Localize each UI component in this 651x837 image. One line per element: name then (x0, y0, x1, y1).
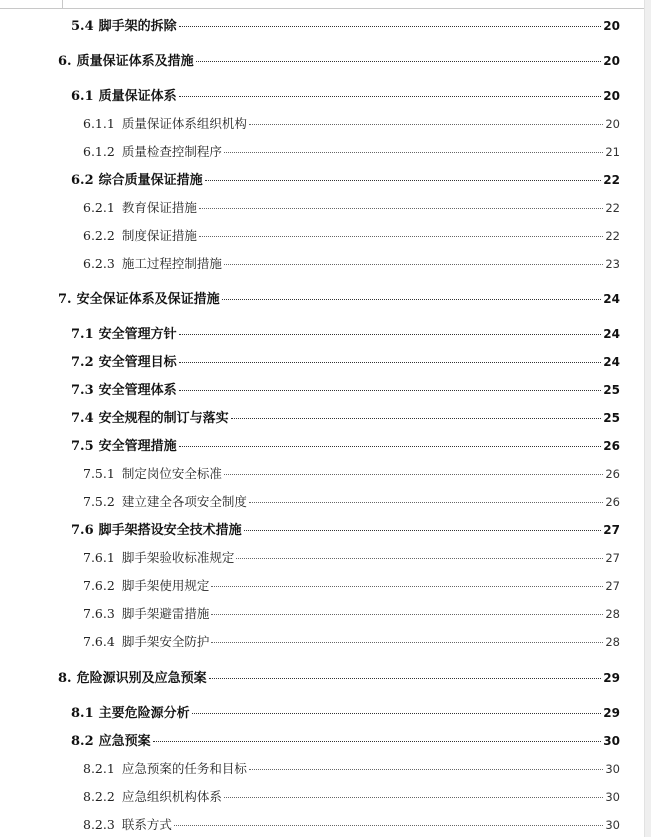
toc-page-number: 27 (603, 523, 620, 537)
toc-leader (179, 362, 602, 363)
toc-title: 质量保证体系及措施 (76, 54, 194, 69)
toc-title: 脚手架搭设安全技术措施 (98, 523, 242, 538)
page-margin-marker-left (62, 0, 63, 8)
toc-number: 8.2.1 (83, 761, 115, 776)
toc-leader (249, 769, 604, 770)
toc-number: 7.6 (71, 523, 94, 538)
toc-number: 7.6.4 (83, 634, 115, 649)
toc-number: 7. (58, 292, 72, 307)
toc-entry[interactable] (83, 256, 620, 272)
toc-leader (179, 26, 602, 27)
toc-page-number: 30 (605, 818, 620, 832)
toc-entry[interactable] (83, 228, 620, 244)
toc-entry[interactable] (71, 172, 620, 189)
toc-number: 8.1 (71, 706, 94, 721)
toc-number: 6.2 (71, 173, 94, 188)
toc-number: 6.2.2 (83, 228, 115, 243)
toc-page-number: 26 (605, 495, 620, 509)
toc-number: 8.2.2 (83, 789, 115, 804)
toc-entry[interactable] (71, 88, 620, 105)
toc-leader (174, 825, 604, 826)
toc-page-number: 20 (605, 117, 620, 131)
toc-page-number: 24 (603, 292, 620, 306)
toc-leader (211, 586, 603, 587)
toc-leader (224, 264, 604, 265)
toc-leader (231, 418, 602, 419)
toc-title: 应急预案的任务和目标 (121, 761, 247, 776)
toc-leader (153, 741, 602, 742)
toc-number: 7.6.1 (83, 550, 115, 565)
toc-page-number: 22 (605, 201, 620, 215)
toc-leader (196, 61, 602, 62)
toc-entry[interactable] (83, 144, 620, 160)
toc-number: 7.6.2 (83, 578, 115, 593)
toc-title: 安全规程的制订与落实 (98, 411, 229, 426)
toc-entry[interactable] (83, 634, 620, 650)
toc-number: 6.2.3 (83, 256, 115, 271)
toc-title: 质量保证体系组织机构 (121, 116, 247, 131)
toc-number: 7.1 (71, 327, 94, 342)
toc-page-number: 21 (605, 145, 620, 159)
toc-page-number: 27 (605, 579, 620, 593)
toc-entry[interactable] (71, 522, 620, 539)
toc-entry[interactable] (83, 466, 620, 482)
toc-number: 7.2 (71, 355, 94, 370)
toc-entry[interactable] (58, 53, 620, 70)
toc-entry[interactable] (83, 761, 620, 777)
toc-title: 脚手架验收标准规定 (121, 550, 235, 565)
toc-title: 安全管理方针 (98, 327, 177, 342)
toc-leader (179, 334, 602, 335)
toc-number: 7.4 (71, 411, 94, 426)
toc-number: 8.2 (71, 734, 94, 749)
toc-title: 脚手架的拆除 (98, 19, 177, 34)
toc-number: 6.1.1 (83, 116, 115, 131)
page-right-edge (644, 0, 651, 837)
toc-page-number: 30 (605, 790, 620, 804)
toc-number: 8.2.3 (83, 817, 115, 832)
toc-entry[interactable] (83, 116, 620, 132)
toc-title: 应急组织机构体系 (121, 789, 222, 804)
toc-entry[interactable] (83, 550, 620, 566)
toc-leader (224, 797, 604, 798)
toc-entry[interactable] (83, 789, 620, 805)
toc-page-number: 27 (605, 551, 620, 565)
toc-page-number: 25 (603, 411, 620, 425)
toc-title: 危险源识别及应急预案 (76, 671, 207, 686)
toc-number: 7.5 (71, 439, 94, 454)
toc-page-number: 23 (605, 257, 620, 271)
toc-title: 脚手架使用规定 (121, 578, 210, 593)
toc-page-number: 30 (605, 762, 620, 776)
toc-leader (199, 236, 604, 237)
toc-page-number: 29 (603, 671, 620, 685)
toc-number: 7.6.3 (83, 606, 115, 621)
toc-number: 6.2.1 (83, 200, 115, 215)
toc-title: 安全管理措施 (98, 439, 177, 454)
toc-leader (211, 642, 603, 643)
toc-title: 安全管理体系 (98, 383, 177, 398)
toc-leader (224, 152, 604, 153)
page-margin-marker-top (0, 8, 651, 9)
toc-title: 安全管理目标 (98, 355, 177, 370)
toc-page-number: 28 (605, 607, 620, 621)
toc-title: 综合质量保证措施 (98, 173, 203, 188)
toc-leader (249, 502, 604, 503)
toc-page-number: 24 (603, 355, 620, 369)
toc-leader (224, 474, 604, 475)
toc-leader (222, 299, 602, 300)
toc-number: 7.5.1 (83, 466, 115, 481)
toc-page-number: 22 (603, 173, 620, 187)
toc-page-number: 28 (605, 635, 620, 649)
toc-entry[interactable] (71, 326, 620, 343)
toc-page-number: 22 (605, 229, 620, 243)
toc-page-number: 24 (603, 327, 620, 341)
toc-entry[interactable] (71, 410, 620, 427)
toc-title: 应急预案 (98, 734, 151, 749)
toc-leader (179, 446, 602, 447)
toc-leader (192, 713, 602, 714)
toc-number: 6.1 (71, 89, 94, 104)
toc-leader (179, 96, 602, 97)
toc-title: 制度保证措施 (121, 228, 197, 243)
toc-title: 教育保证措施 (121, 200, 197, 215)
toc-page-number: 30 (603, 734, 620, 748)
toc-entry[interactable] (71, 18, 620, 35)
toc-page-number: 26 (605, 467, 620, 481)
toc-number: 7.5.2 (83, 494, 115, 509)
toc-title: 联系方式 (121, 817, 172, 832)
toc-page-number: 20 (603, 19, 620, 33)
toc-number: 5.4 (71, 19, 94, 34)
toc-entry[interactable] (83, 606, 620, 622)
toc-leader (205, 180, 602, 181)
toc-page-number: 25 (603, 383, 620, 397)
toc-page-number: 20 (603, 89, 620, 103)
toc-title: 施工过程控制措施 (121, 256, 222, 271)
toc-title: 质量保证体系 (98, 89, 177, 104)
toc-page-number: 29 (603, 706, 620, 720)
toc-entry[interactable] (83, 200, 620, 216)
toc-title: 主要危险源分析 (98, 706, 190, 721)
toc-page-number: 26 (603, 439, 620, 453)
toc-leader (211, 614, 603, 615)
toc-entry[interactable] (58, 670, 620, 687)
toc-entry[interactable] (71, 354, 620, 371)
toc-entry[interactable] (58, 291, 620, 308)
toc-entry[interactable] (83, 494, 620, 510)
toc-leader (179, 390, 602, 391)
toc-number: 7.3 (71, 383, 94, 398)
toc-leader (209, 678, 602, 679)
toc-number: 8. (58, 671, 72, 686)
toc-entry[interactable] (71, 705, 620, 722)
toc-title: 制定岗位安全标准 (121, 466, 222, 481)
toc-title: 脚手架避雷措施 (121, 606, 210, 621)
toc-leader (236, 558, 603, 559)
toc-leader (244, 530, 602, 531)
toc-title: 脚手架安全防护 (121, 634, 210, 649)
toc-entry[interactable] (83, 578, 620, 594)
toc-page-number: 20 (603, 54, 620, 68)
toc-leader (249, 124, 604, 125)
toc-leader (199, 208, 604, 209)
toc-title: 质量检查控制程序 (121, 144, 222, 159)
toc-entry[interactable] (71, 382, 620, 399)
toc-entry[interactable] (71, 438, 620, 455)
toc-entry[interactable] (71, 733, 620, 750)
toc-title: 安全保证体系及保证措施 (76, 292, 220, 307)
toc-number: 6.1.2 (83, 144, 115, 159)
toc-title: 建立建全各项安全制度 (121, 494, 247, 509)
toc-number: 6. (58, 54, 72, 69)
toc-entry[interactable] (83, 817, 620, 833)
